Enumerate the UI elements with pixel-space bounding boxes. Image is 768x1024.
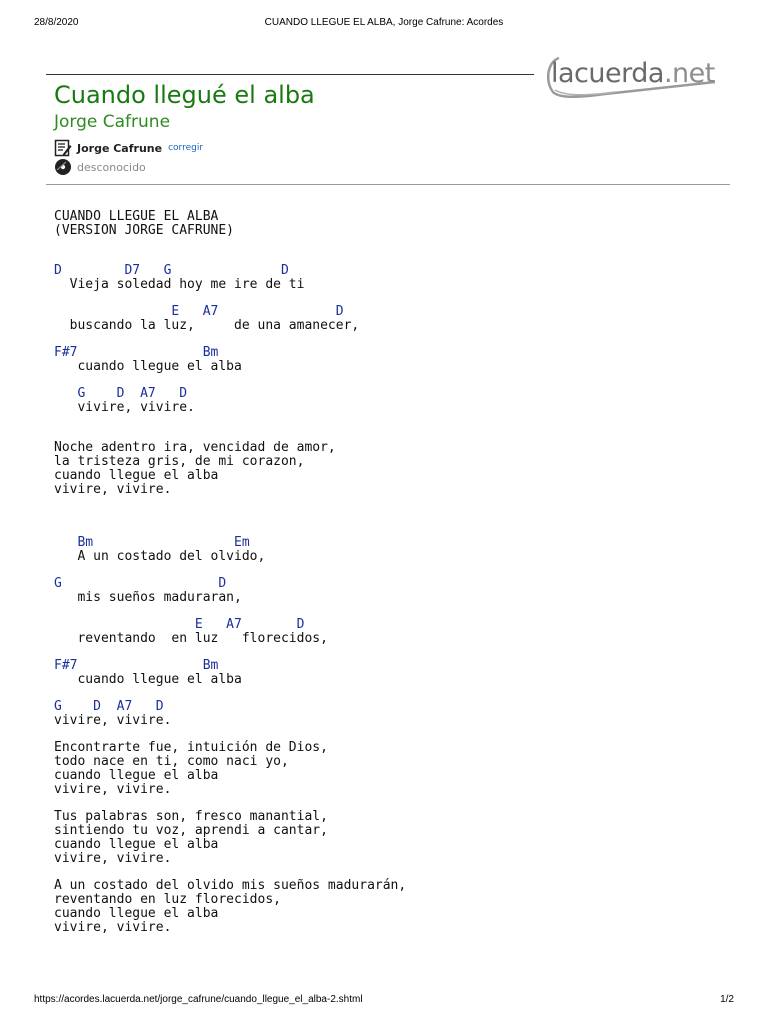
disc-icon [54, 158, 72, 176]
lyric-line: Vieja soledad hoy me ire de ti [54, 277, 305, 292]
lyric-line: vivire, vivire. [54, 851, 172, 866]
lyric-line: vivire, vivire. [54, 920, 172, 935]
content-divider [46, 184, 730, 185]
lyric-line: cuando llegue el alba [54, 468, 219, 483]
lyric-line: vivire, vivire. [54, 713, 172, 728]
lyric-line: cuando llegue el alba [54, 359, 242, 374]
logo-main: lacuerda [551, 58, 664, 89]
lyric-line: todo nace en ti, como naci yo, [54, 754, 289, 769]
lyric-line: Tus palabras son, fresco manantial, [54, 809, 328, 824]
lyric-line: cuando llegue el alba [54, 672, 242, 687]
album-row [54, 158, 146, 176]
lyric-line: vivire, vivire. [54, 782, 172, 797]
lyric-line: A un costado del olvido, [54, 549, 266, 564]
print-title: CUANDO LLEGUE EL ALBA, Jorge Cafrune: Acordes [264, 17, 504, 28]
transcriber-name[interactable]: Jorge Cafrune [77, 141, 163, 155]
top-divider [46, 74, 534, 75]
lyric-line: (VERSION JORGE CAFRUNE) [54, 223, 235, 238]
chord-line: E A7 D [54, 617, 305, 632]
lyric-line: Noche adentro ira, vencidad de amor, [54, 440, 336, 455]
chord-line: G D A7 D [54, 386, 188, 401]
edit-note-icon [54, 139, 72, 157]
lyric-line: reventando en luz florecidos, [54, 631, 328, 646]
print-footer [0, 994, 768, 1008]
lyric-line: reventando en luz florecidos, [54, 892, 281, 907]
lyric-line: cuando llegue el alba [54, 768, 219, 783]
page-number: 1/2 [720, 994, 734, 1005]
print-header [0, 17, 768, 31]
lyric-line: vivire, vivire. [54, 400, 195, 415]
chord-line: Bm Em [54, 535, 250, 550]
lyric-line: A un costado del olvido mis sueños madurarán, [54, 878, 407, 893]
chord-line: F#7 Bm [54, 658, 219, 673]
correct-link[interactable]: corregir [168, 143, 204, 153]
lyric-line: Encontrarte fue, intuición de Dios, [54, 740, 328, 755]
logo-suffix: .net [663, 58, 715, 89]
site-logo[interactable] [545, 52, 725, 100]
lyric-line: mis sueños maduraran, [54, 590, 242, 605]
chord-line: G D A7 D [54, 699, 164, 714]
chord-line: F#7 Bm [54, 345, 219, 360]
lyric-line: la tristeza gris, de mi corazon, [54, 454, 305, 469]
print-date: 28/8/2020 [34, 17, 79, 28]
lyric-line: buscando la luz, de una amanecer, [54, 318, 360, 333]
lyric-line: sintiendo tu voz, aprendi a cantar, [54, 823, 328, 838]
page-url: https://acordes.lacuerda.net/jorge_cafrune/cuando_llegue_el_alba-2.shtml [34, 994, 363, 1005]
chord-line: D D7 G D [54, 263, 289, 278]
lyric-line: CUANDO LLEGUE EL ALBA [54, 209, 219, 224]
author-row [54, 139, 203, 157]
song-title: Cuando llegué el alba [54, 81, 315, 109]
chord-line: G D [54, 576, 227, 591]
lyric-line: vivire, vivire. [54, 482, 172, 497]
logo-wordmark [551, 58, 715, 89]
lyric-line: cuando llegue el alba [54, 906, 219, 921]
song-artist[interactable]: Jorge Cafrune [54, 112, 171, 132]
album-name: desconocido [77, 160, 146, 174]
lyric-line: cuando llegue el alba [54, 837, 219, 852]
chord-line: E A7 D [54, 304, 344, 319]
